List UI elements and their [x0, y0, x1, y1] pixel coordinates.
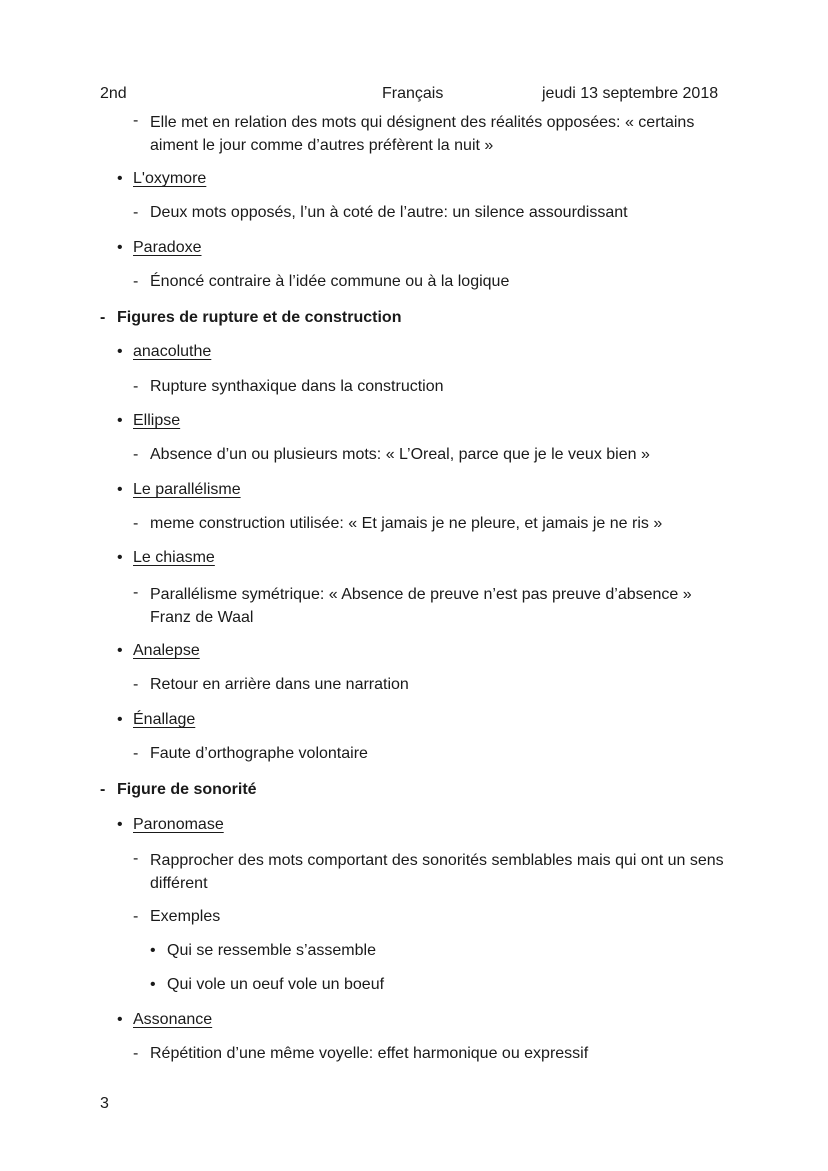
bullet-icon: • [117, 549, 123, 566]
paronomase-examples-label: Exemples [150, 908, 221, 925]
bullet-icon: • [117, 412, 123, 429]
chiasme-description: Parallélisme symétrique: « Absence de preuve n’est pas preuve d’absence » Franz de Waal [150, 586, 692, 626]
bullet-icon: • [117, 481, 123, 498]
example-item: Qui vole un oeuf vole un boeuf [167, 976, 385, 993]
parallelisme-description: meme construction utilisée: « Et jamais je ne pleure, et jamais je ne ris » [150, 515, 663, 532]
dash-icon: - [133, 745, 139, 762]
dash-icon: - [133, 676, 139, 693]
bullet-icon: • [150, 942, 156, 959]
header-subject: Français [382, 85, 444, 102]
analepse-description: Retour en arrière dans une narration [150, 676, 409, 693]
dash-icon: - [133, 584, 139, 601]
section-dash-icon: - [100, 309, 106, 326]
dash-icon: - [133, 515, 139, 532]
dash-icon: - [133, 908, 139, 925]
bullet-icon: • [117, 343, 123, 360]
term-analepse: Analepse [133, 642, 200, 659]
dash-icon: - [133, 446, 139, 463]
term-enallage: Énallage [133, 711, 196, 728]
term-paronomase: Paronomase [133, 816, 224, 833]
dash-icon: - [133, 112, 139, 129]
term-paradoxe: Paradoxe [133, 239, 202, 256]
section-heading-rupture: Figures de rupture et de construction [117, 309, 402, 326]
bullet-icon: • [117, 1011, 123, 1028]
enallage-description: Faute d’orthographe volontaire [150, 745, 368, 762]
term-chiasme: Le chiasme [133, 549, 215, 566]
section-heading-sonorite: Figure de sonorité [117, 781, 257, 798]
bullet-icon: • [117, 239, 123, 256]
oxymore-description: Deux mots opposés, l’un à coté de l’autre: un silence assourdissant [150, 204, 628, 221]
term-ellipse: Ellipse [133, 412, 181, 429]
term-assonance: Assonance [133, 1011, 213, 1028]
dash-icon: - [133, 850, 139, 867]
dash-icon: - [133, 204, 139, 221]
bullet-icon: • [150, 976, 156, 993]
header-date: jeudi 13 septembre 2018 [542, 85, 719, 102]
dash-icon: - [133, 378, 139, 395]
page-number: 3 [100, 1095, 109, 1112]
bullet-icon: • [117, 816, 123, 833]
paradoxe-description: Énoncé contraire à l’idée commune ou à la logique [150, 273, 510, 290]
dash-icon: - [133, 1045, 139, 1062]
bullet-icon: • [117, 170, 123, 187]
section-dash-icon: - [100, 781, 106, 798]
term-oxymore: L'oxymore [133, 170, 207, 187]
header-class: 2nd [100, 85, 127, 102]
anacoluthe-description: Rupture synthaxique dans la construction [150, 378, 444, 395]
example-item: Qui se ressemble s’assemble [167, 942, 376, 959]
bullet-icon: • [117, 711, 123, 728]
paronomase-description: Rapprocher des mots comportant des sonorités semblables mais qui ont un sens différent [150, 852, 724, 892]
assonance-description: Répétition d’une même voyelle: effet harmonique ou expressif [150, 1045, 589, 1062]
dash-icon: - [133, 273, 139, 290]
term-parallelisme: Le parallélisme [133, 481, 241, 498]
ellipse-description: Absence d’un ou plusieurs mots: « L’Oreal, parce que je le veux bien » [150, 446, 650, 463]
bullet-icon: • [117, 642, 123, 659]
term-anacoluthe: anacoluthe [133, 343, 212, 360]
antithese-description: Elle met en relation des mots qui désignent des réalités opposées: « certains aiment le jour comme d’autres préfèrent la nuit » [150, 114, 695, 154]
